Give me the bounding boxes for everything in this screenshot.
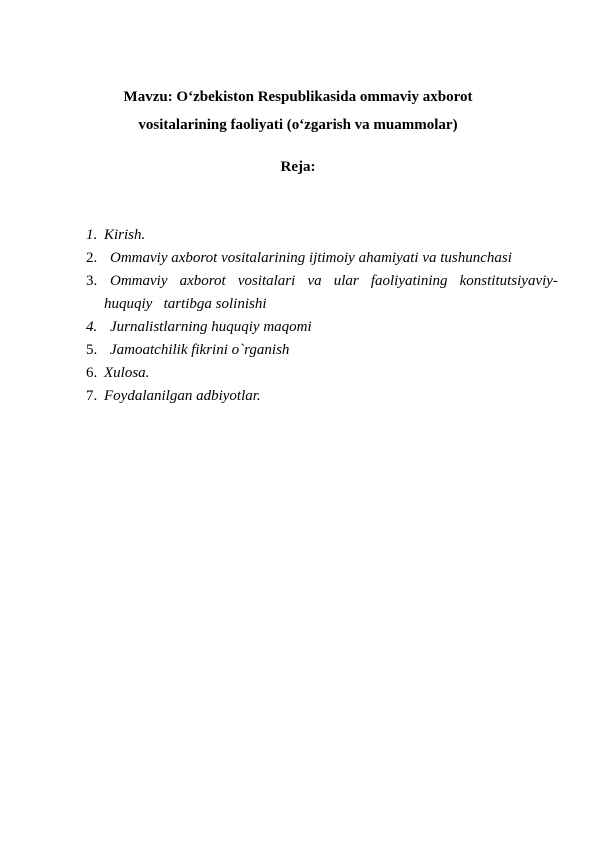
plan-item-text-line-1 [110,270,558,293]
plan-item-text: Jurnalistlarning huquqiy maqomi [110,319,312,335]
plan-item-number: 4. [86,319,98,335]
plan-item-1 [86,224,558,247]
plan-item-text: Kirish. [104,227,146,243]
plan-item-word: vositalari [237,273,296,289]
plan-item-number: 2. [86,250,98,266]
plan-item-number: 6. [86,365,98,381]
plan-item-word: axborot [179,273,226,289]
plan-item-word: faoliyatining [370,273,448,289]
plan-item-word: konstitutsiyaviy- [459,273,558,289]
plan-item-text: Ommaviy axborot vositalarining ijtimoiy ahamiyati va tushunchasi [110,250,512,266]
plan-item-text: Foydalanilgan adbiyotlar. [104,388,261,404]
plan-item-word: ular [333,273,359,289]
plan-heading: Reja: [280,159,316,175]
plan-item-text: Xulosa. [104,365,150,381]
plan-item-6 [86,362,558,385]
plan-item-4 [86,316,558,339]
plan-item-5 [86,339,558,362]
plan-item-3 [86,270,558,316]
plan-item-number: 7. [86,388,98,404]
plan-item-number: 5. [86,342,98,358]
plan-list [86,224,558,408]
plan-item-word: Ommaviy [110,273,168,289]
plan-item-text: Jamoatchilik fikrini o`rganish [110,342,290,358]
document-title-line-1: Mavzu: O‘zbekiston Respublikasida ommaviy axborot [123,89,473,105]
document-title-line-2: vositalarining faoliyati (o‘zgarish va muammolar) [138,117,458,133]
plan-item-text-line-2: huquqiy tartibga solinishi [104,296,267,312]
plan-item-number: 3. [86,273,98,289]
plan-item-2 [86,247,558,270]
plan-item-word: va [307,273,322,289]
plan-item-number: 1. [86,227,98,243]
plan-item-7 [86,385,558,408]
